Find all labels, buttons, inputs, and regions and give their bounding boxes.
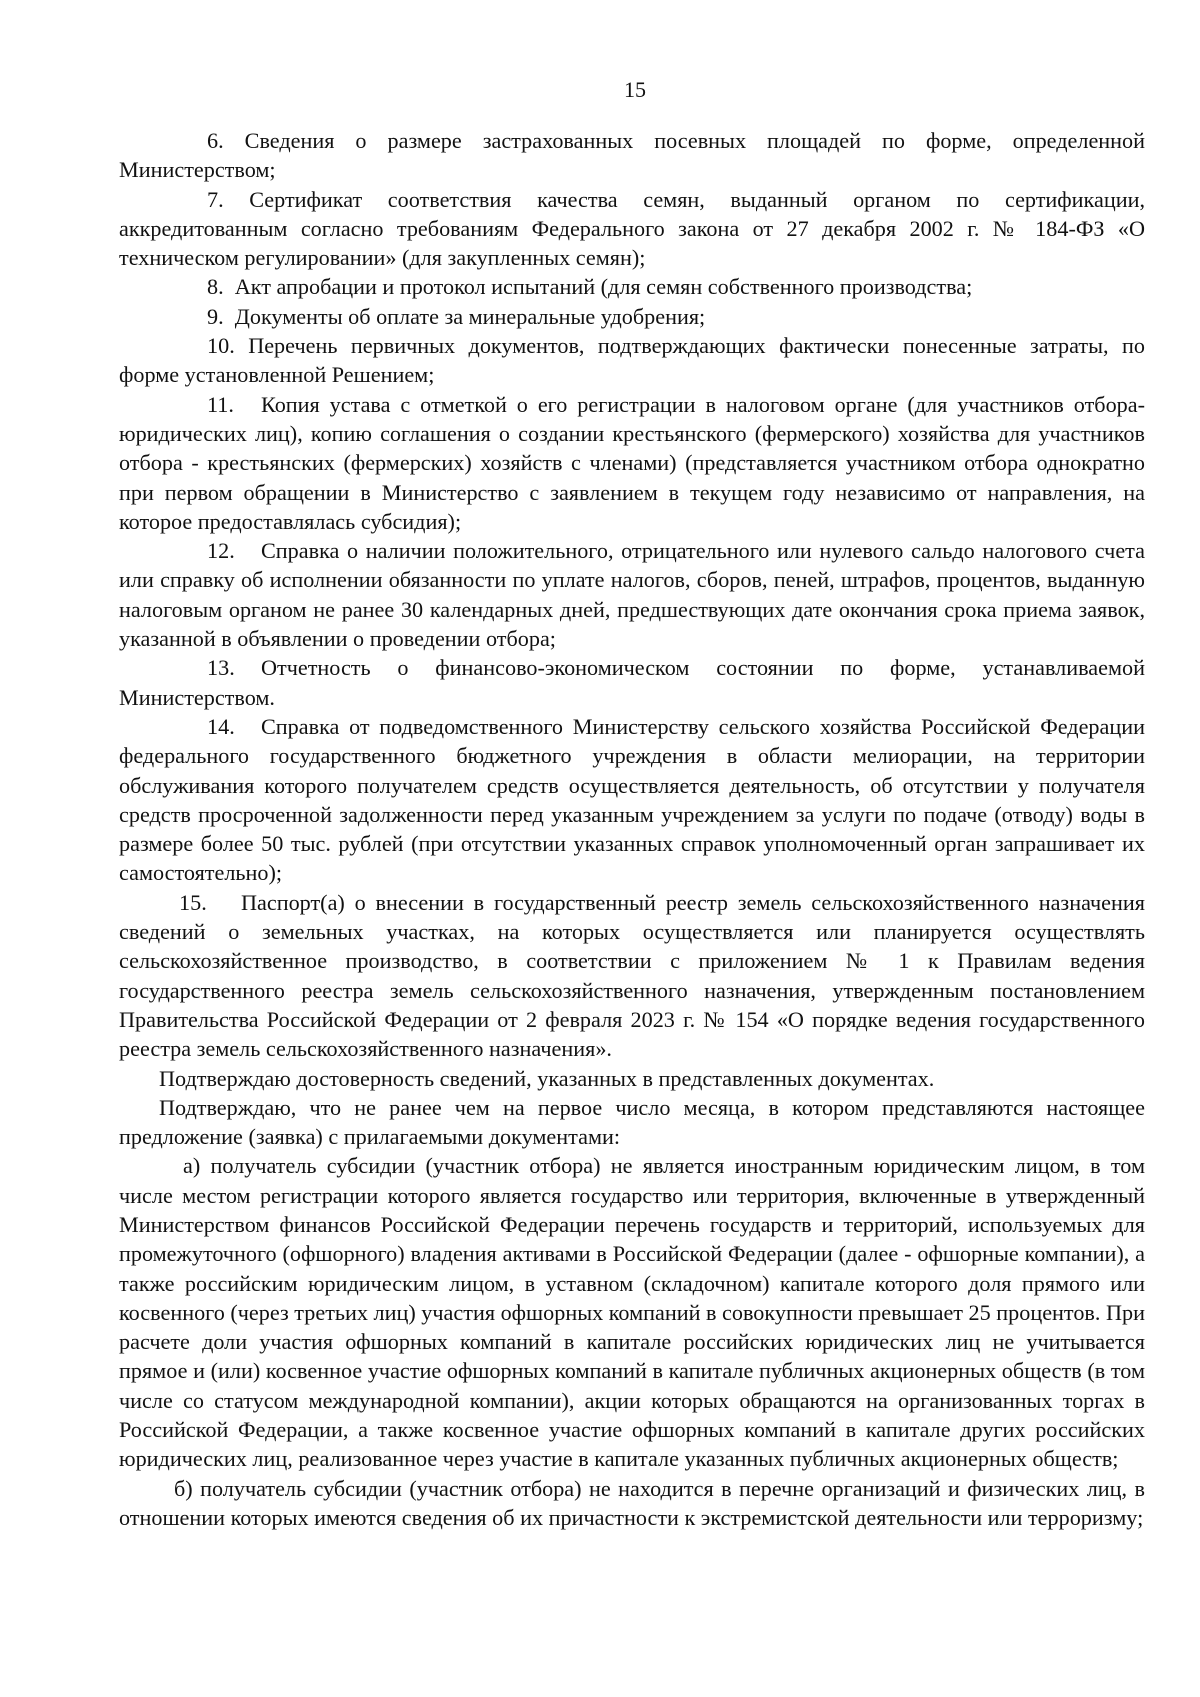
list-item-number: 7. bbox=[207, 186, 224, 212]
list-item-13 bbox=[119, 653, 1145, 712]
list-item-number: 15. bbox=[179, 889, 207, 915]
list-item-number: 10. bbox=[207, 333, 235, 359]
confirmation-intro: Подтверждаю, что не ранее чем на первое число месяца, в котором представляются настоящее предложение (заявка) с прилагаемыми документами: bbox=[119, 1094, 1145, 1150]
page-number: 15 bbox=[624, 77, 646, 102]
list-item-text: Паспорт(а) о внесении в государственный реестр земель сельскохозяйственного назначения сведений о земельных участках, на которых осуществляется или планируется осуществлять сельскохозяйственное производство, в соответствии с приложением № 1 к Правилам ведения государственного реестра земель сельскохозяйственного назначения, утвержденным постановлением Правительства Российской Федерации от 2 февраля 2023 г. № 154 «О порядке ведения государственного реестра земель сельскохозяйственного назначения». bbox=[119, 889, 1145, 1062]
list-item-9 bbox=[119, 302, 1145, 331]
list-item-text: Сведения о размере застрахованных посевных площадей по форме, определенной Министерством; bbox=[119, 128, 1146, 183]
list-item-number: 13. bbox=[207, 655, 235, 681]
list-item-text: Отчетность о финансово-экономическом состоянии по форме, устанавливаемой Министерством. bbox=[119, 655, 1145, 710]
list-item-6 bbox=[119, 126, 1145, 185]
list-item-8 bbox=[119, 272, 1145, 301]
list-item-text: Акт апробации и протокол испытаний (для семян собственного производства; bbox=[234, 274, 973, 300]
list-item-text: Перечень первичных документов, подтверждающих фактически понесенные затраты, по форме установленной Решением; bbox=[119, 333, 1145, 388]
list-item-text: Копия устава с отметкой о его регистрации в налоговом органе (для участников отбора-юридических лиц), копию соглашения о создании крестьянского (фермерского) хозяйства для участников отбора - крестьянских (фермерских) хозяйств с членами) (представляется участником отбора однократно при первом обращении в Министерство с заявлением в текущем году независимо от направления, на которое предоставлялась субсидия); bbox=[119, 391, 1145, 534]
list-item-text: Сертификат соответствия качества семян, выданный органом по сертификации, аккредитованным согласно требованиям Федерального закона от 27 декабря 2002 г. № 184-ФЗ «О техническом регулировании» (для закупленных семян); bbox=[119, 186, 1145, 271]
document-body bbox=[119, 126, 1145, 1532]
clause-b: б) получатель субсидии (участник отбора) не находится в перечне организаций и физических лиц, в отношении которых имеются сведения об их причастности к экстремистской деятельности или терроризму; bbox=[119, 1475, 1145, 1530]
list-item-7 bbox=[119, 185, 1145, 273]
list-item-number: 11. bbox=[207, 391, 234, 417]
list-item-number: 12. bbox=[207, 538, 235, 564]
list-item-15 bbox=[119, 888, 1145, 1064]
list-item-11 bbox=[119, 390, 1145, 536]
clause-a: а) получатель субсидии (участник отбора) не является иностранным юридическим лицом, в том числе местом регистрации которого является государство или территория, включенные в утвержденный Министерством финансов Российской Федерации перечень государств и территорий, используемых для промежуточного (офшорного) владения активами в Российской Федерации (далее - офшорные компании), а также российским юридическим лицом, в уставном (складочном) капитале которого доля прямого или косвенного (через третьих лиц) участия офшорных компаний в совокупности превышает 25 процентов. При расчете доли участия офшорных компаний в капитале российских юридических лиц не учитывается прямое и (или) косвенное участие офшорных компаний в капитале публичных акционерных обществ (в том числе со статусом международной компании), акции которых обращаются на организованных торгах в Российской Федерации, а также косвенное участие офшорных компаний в капитале других российских юридических лиц, реализованное через участие в капитале указанных публичных акционерных обществ; bbox=[119, 1153, 1145, 1472]
confirmation-statement: Подтверждаю достоверность сведений, указанных в представленных документах. bbox=[159, 1065, 935, 1091]
list-item-text: Справка о наличии положительного, отрицательного или нулевого сальдо налогового счета или справку об исполнении обязанности по уплате налогов, сборов, пеней, штрафов, процентов, выданную налоговым органом не ранее 30 календарных дней, предшествующих дате окончания срока приема заявок, указанной в объявлении о проведении отбора; bbox=[119, 538, 1145, 652]
list-item-10 bbox=[119, 331, 1145, 390]
list-item-12 bbox=[119, 536, 1145, 653]
list-item-text: Справка от подведомственного Министерству сельского хозяйства Российской Федерации федерального государственного бюджетного учреждения в области мелиорации, на территории обслуживания которого получателем средств осуществляется деятельность, об отсутствии у получателя средств просроченной задолженности перед указанным учреждением за услуги по подаче (отводу) воды в размере более 50 тыс. рублей (при отсутствии указанных справок уполномоченный орган запрашивает их самостоятельно); bbox=[119, 713, 1145, 886]
list-item-number: 9. bbox=[207, 303, 224, 329]
list-item-14 bbox=[119, 712, 1145, 888]
list-item-number: 6. bbox=[207, 128, 224, 153]
list-item-number: 8. bbox=[207, 274, 224, 300]
list-item-text: Документы об оплате за минеральные удобрения; bbox=[234, 303, 706, 329]
list-item-number: 14. bbox=[207, 713, 235, 739]
